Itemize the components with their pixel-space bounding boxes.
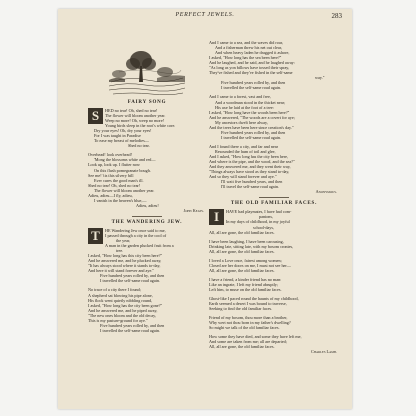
verse-line: Ever cures the good man's ill. xyxy=(94,177,144,183)
verse-line: panions, xyxy=(259,214,274,220)
verse-line: And they answered me, and they went their way, xyxy=(209,164,291,170)
verse-line: And where is the pipe, and the wood, and the sea?" xyxy=(209,159,295,165)
verse-line: And I came to a forest, vast and free, xyxy=(209,94,271,100)
verse-line: Like an ingrate, I left my friend abruptly; xyxy=(209,281,279,287)
verse-line: Shed no tear! Oh, shed no tear! xyxy=(88,182,141,188)
verse-line: Seeking to find the old familiar faces. xyxy=(209,306,273,312)
verse-line: tree. xyxy=(116,248,124,254)
verse-line: the year, xyxy=(116,238,131,244)
verse-line: Resounded the hum of toil and glee, xyxy=(215,148,276,154)
verse-line: I have been laughing, I have been carousing, xyxy=(209,238,284,244)
verse-line: All, all are gone, the old familiar faces. xyxy=(209,267,275,273)
fairy-song-title: FAIRY SONG xyxy=(127,100,167,105)
verse-line: Look up, look up. I flutter now xyxy=(88,162,140,168)
verse-line: His flock went quietly nibbling round, xyxy=(88,297,153,303)
verse-line: I travelled the self-same road again. xyxy=(221,85,281,91)
verse-line: A shepherd sat blowing his pipe alone, xyxy=(88,292,153,298)
book-page xyxy=(58,9,352,409)
verse-line: For I was taught in Paradise xyxy=(94,133,141,139)
verse-line: HE Wandering Jew once said to me, xyxy=(105,227,166,233)
verse-line: Overhead! look overhead! xyxy=(88,152,132,158)
verse-line: I'll travel the self-same road again. xyxy=(221,184,279,190)
verse-line: And a woodman stood in the thicket near; xyxy=(215,99,286,105)
verse-line: And so they will stand forever and aye." xyxy=(209,174,277,180)
right-column xyxy=(209,40,339,354)
verse-line: Five hundred years rolled by, and then xyxy=(100,322,165,328)
left-column xyxy=(88,42,206,333)
verse-line: And I found there a city, and far and near xyxy=(209,143,279,149)
verse-line: In my days of childhood, in my joyful xyxy=(226,219,290,225)
verse-line: All, all are gone, the old familiar faces. xyxy=(209,229,275,235)
verse-line: And a fisherman threw his net out clear, xyxy=(215,45,283,51)
verse-line: Five hundred years rolled by, and then xyxy=(100,273,165,279)
drop-cap: S xyxy=(88,108,103,124)
verse-line: Weep no more! Oh, weep no more! xyxy=(105,118,165,124)
verse-line: I asked, "How long has the sea been here?" xyxy=(209,55,282,61)
verse-line: Adieu, adieu! xyxy=(136,202,159,208)
landscape-engraving-icon xyxy=(109,42,185,98)
verse-line: I have a friend, a kinder friend has no man: xyxy=(209,276,282,282)
verse-line: His axe he laid at the foot of a tree: xyxy=(215,104,274,110)
verse-line: I passed through a city in the cool of xyxy=(105,232,167,238)
running-header xyxy=(58,12,352,22)
verse-line: And he answered me, and he piped away, xyxy=(88,307,158,313)
verse-line: See me! 'tis this silvery bill xyxy=(88,172,134,178)
verse-line: A man in the garden plucked fruit from a xyxy=(105,243,174,249)
wandering-jew-title: THE WANDERING JEW. xyxy=(111,219,183,225)
verse-line: "As long as yon billows have tossed their spray, xyxy=(209,65,290,71)
verse-line: I travelled the self-same road again. xyxy=(100,327,160,333)
verse-line: And he answered, "The woods are a covert for aye; xyxy=(209,114,295,120)
verse-line: I loved a Love once, fairest among women; xyxy=(209,257,282,263)
fairy-song-author: John Keats. xyxy=(183,207,204,213)
verse-line: I travelled the self-same road again. xyxy=(221,134,281,140)
verse-line: HED no tear! Oh, shed no tear! xyxy=(105,108,158,113)
verse-line: I travelled the self-same road again. xyxy=(100,278,160,284)
verse-line: HAVE had playmates, I have had com- xyxy=(226,209,292,215)
verse-line: The flower will bloom another year. xyxy=(105,113,166,119)
verse-line: And some are taken from me; all are departed; xyxy=(209,339,287,345)
verse-line: I'll wait five hundred years, and then xyxy=(221,179,283,185)
verse-line: On this flush pomegranate bough. xyxy=(94,167,151,173)
fairy-song-body xyxy=(88,108,206,208)
drop-cap: I xyxy=(209,209,224,225)
section-rule xyxy=(259,197,289,198)
verse-line: This is my pasture-ground for aye." xyxy=(88,317,148,323)
verse-line: All, all are gone, the old familiar faces. xyxy=(209,344,275,350)
verse-line: No trace of a city there I found; xyxy=(88,287,141,293)
verse-line: And he answered me, and he plucked away, xyxy=(88,258,162,264)
verse-line: way." xyxy=(315,75,325,81)
old-faces-body xyxy=(209,209,339,349)
verse-line: "The new ones bloom and the old decay, xyxy=(88,312,156,318)
lamb-author: Charles Lamb. xyxy=(311,349,337,355)
verse-line: To ease my breast of melodies— xyxy=(94,138,149,144)
verse-line: Five hundred years rolled by, and then xyxy=(221,129,286,135)
verse-line: And here it will stand forever and aye." xyxy=(88,268,155,274)
verse-line: school-days, xyxy=(253,224,275,230)
verse-line: 'Mong the blossoms white and red— xyxy=(94,157,156,163)
verse-line: I asked, "How long have the woods been here?" xyxy=(209,109,290,115)
verse-line: Friend of my bosom, thou more than a brother, xyxy=(209,315,288,321)
verse-line: Shed no tear. xyxy=(128,143,150,149)
running-title: PERFECT JEWELS. xyxy=(175,12,235,18)
verse-line: All, all are gone, the old familiar faces. xyxy=(209,248,275,254)
old-faces-title: THE OLD FAMILIAR FACES. xyxy=(230,201,318,207)
verse-line: And I came to a sea, and the waves did roar, xyxy=(209,40,284,45)
verse-line: Drinking late, sitting late, with my bosom cronies, xyxy=(209,243,294,249)
verse-line: "It has always stood where it stands to-day, xyxy=(88,263,161,269)
drop-cap: T xyxy=(88,228,103,244)
anonymous-author: Anonymous. xyxy=(315,189,337,195)
verse-line: So might we talk of the old familiar faces. xyxy=(209,325,280,331)
verse-line: "Things always have stood as they stand to-day, xyxy=(209,169,290,175)
verse-line: Dry your eyes! Oh, dry your eyes! xyxy=(94,128,152,134)
verse-line: They've fished and they've fished in the self-same xyxy=(209,70,293,76)
verse-line: I vanish in the heaven's blue,— xyxy=(94,197,147,203)
verse-line: And the trees have been here since creation's day." xyxy=(209,124,294,130)
verse-line: Why wert not thou born in my father's dwelling? xyxy=(209,320,291,326)
verse-line: Five hundred years rolled by, and then xyxy=(221,80,286,86)
section-rule xyxy=(132,216,162,217)
verse-line: Closed are her doors on me, I must not see her— xyxy=(209,262,291,268)
verse-line: Young birds sleep in the root's white core. xyxy=(105,123,176,129)
wandering-jew-body xyxy=(88,228,206,333)
verse-line: And he laughed, and he said, and he laughed away: xyxy=(209,60,295,66)
verse-line: How some they have died, and some they have left me, xyxy=(209,334,302,340)
verse-line: I asked, "How long has the city been gone?" xyxy=(88,302,163,308)
verse-line: And when heavy laden he dragged it ashore, xyxy=(215,50,290,56)
verse-line: Adieu, adieu—I fly, adieu, xyxy=(88,192,133,198)
page-number: 283 xyxy=(331,12,342,20)
verse-line: And I asked, "How long has the city been here, xyxy=(209,153,289,159)
verse-line: I asked, "How long has this city been here?" xyxy=(88,253,163,259)
verse-line: Ghost-like I paced round the haunts of my childhood, xyxy=(209,296,299,302)
verse-line: Left him, to muse on the old familiar faces. xyxy=(209,286,282,292)
verse-line: My ancestors dwelt here alway, xyxy=(215,119,268,125)
verse-line: The flower will bloom another year. xyxy=(94,187,155,193)
verse-line: Earth seemed a desert I was bound to traverse, xyxy=(209,301,287,307)
